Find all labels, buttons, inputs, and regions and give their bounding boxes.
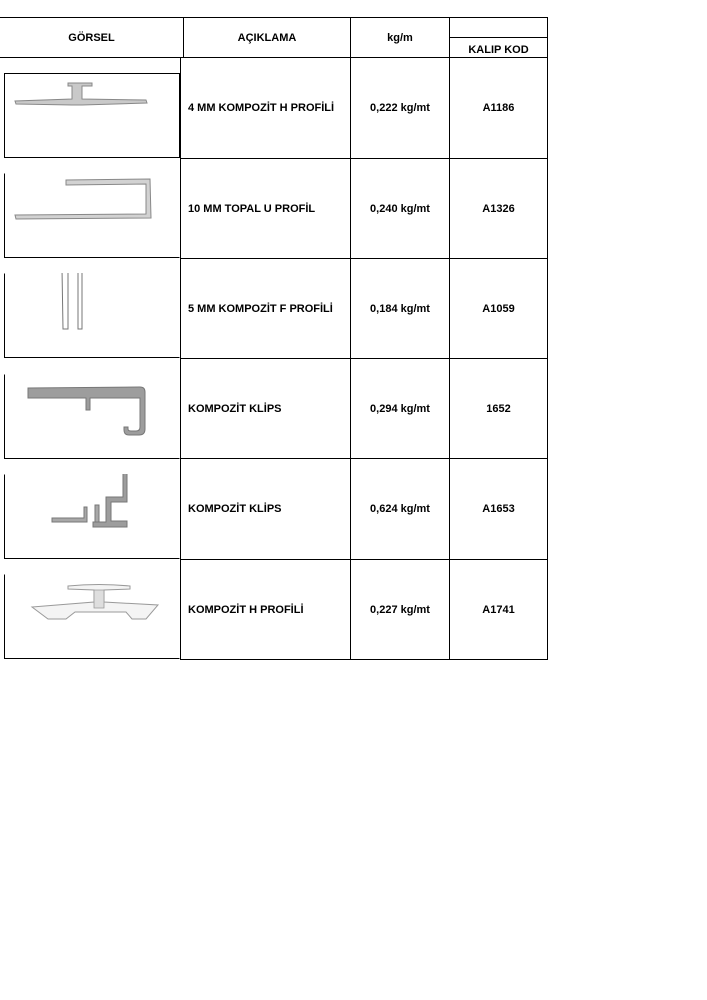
row-description: 4 MM KOMPOZİT H PROFİLİ (188, 102, 335, 114)
header-code: KALIP KOD (468, 44, 529, 56)
h-profile-4mm-icon (4, 73, 180, 158)
row-weight: 0,184 kg/mt (370, 302, 430, 315)
stepped-clip-profile-icon (4, 474, 180, 559)
row-code: A1186 (482, 102, 515, 114)
row-code: A1741 (482, 603, 515, 616)
table-row-image (4, 474, 180, 559)
row-description: KOMPOZİT KLİPS (188, 402, 282, 415)
row-code: 1652 (486, 402, 511, 415)
row-description: KOMPOZİT KLİPS (188, 503, 282, 515)
row-description: 10 MM TOPAL U PROFİL (188, 202, 316, 215)
u-profile-10mm-icon (4, 173, 180, 258)
table-row-image (4, 374, 180, 459)
f-profile-5mm-icon (4, 273, 180, 358)
row-weight: 0,227 kg/mt (370, 603, 430, 616)
table-row-image (4, 273, 180, 358)
row-weight: 0,624 kg/mt (370, 503, 430, 515)
clip-profile-icon (4, 374, 180, 459)
header-code-group (450, 18, 547, 37)
row-code: A1653 (482, 503, 515, 515)
h-profile-wide-icon (4, 574, 180, 659)
row-description: 5 MM KOMPOZİT F PROFİLİ (188, 302, 333, 315)
header-description: AÇIKLAMA (237, 31, 297, 44)
table-row-image (4, 574, 180, 659)
header-image: GÖRSEL (68, 31, 115, 44)
row-weight: 0,222 kg/mt (370, 102, 430, 114)
row-weight: 0,294 kg/mt (370, 402, 430, 415)
row-description: KOMPOZİT H PROFİLİ (188, 603, 304, 616)
header-weight: kg/m (387, 31, 413, 44)
table-row-image (4, 173, 180, 258)
row-weight: 0,240 kg/mt (370, 202, 430, 215)
row-code: A1059 (482, 302, 515, 315)
table-row-image (4, 73, 180, 158)
row-code: A1326 (482, 202, 515, 215)
